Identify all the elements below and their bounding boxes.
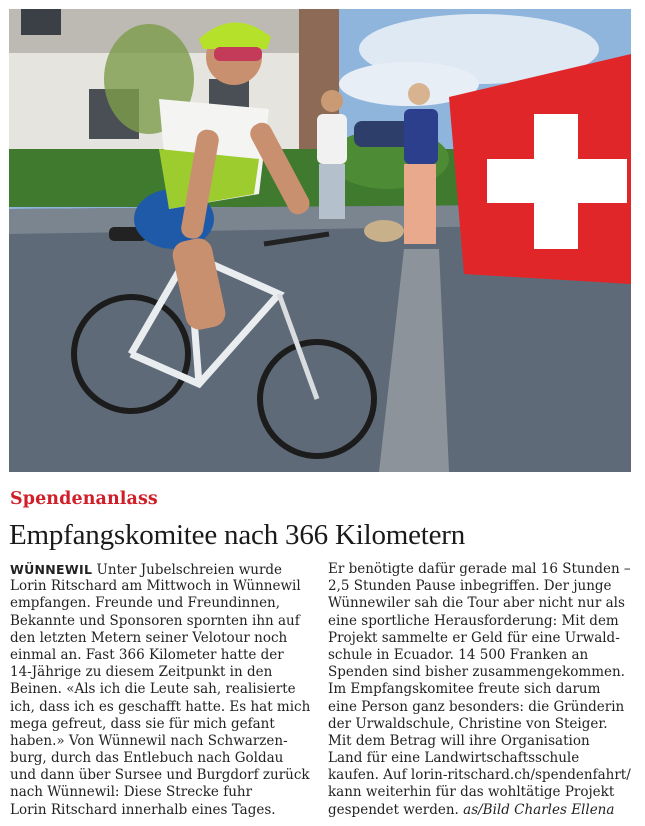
body-line: ich, dass ich es geschafft hatte. Es hat mich xyxy=(10,698,311,715)
body-line: den letzten Metern seiner Velotour noch xyxy=(10,629,288,646)
article-body-left-column xyxy=(10,561,310,819)
spectator-head xyxy=(408,83,430,105)
article-photo xyxy=(9,9,631,472)
body-line: und dann über Sursee und Burgdorf zurück xyxy=(10,767,310,784)
spectator-woman-2 xyxy=(404,109,438,164)
body-line: eine Person ganz besonders: die Gründerin xyxy=(328,698,625,715)
article-kicker: Spendenanlass xyxy=(10,489,158,509)
body-line: schule in Ecuador. 14 500 Franken an xyxy=(328,646,589,663)
article-body-right-column xyxy=(328,561,638,819)
body-line: 2,5 Stunden Pause inbegriffen. Der junge xyxy=(328,578,612,595)
body-line: mega gefreut, dass sie für mich gefant xyxy=(10,715,275,732)
body-line: Bekannte und Sponsoren spornten ihn auf xyxy=(10,612,300,629)
spectator-legs xyxy=(404,164,436,244)
article-headline: Empfangskomitee nach 366 Kilometern xyxy=(9,519,466,551)
body-line: nach Wünnewil: Diese Strecke fuhr xyxy=(10,784,253,801)
flag-cross xyxy=(487,159,627,203)
body-line: Beinen. «Als ich die Leute sah, realisierte xyxy=(10,681,296,698)
body-line: eine sportliche Herausforderung: Mit dem xyxy=(328,612,619,629)
dateline: WÜNNEWIL xyxy=(10,562,93,577)
spectator-legs xyxy=(319,164,345,219)
spectator-woman xyxy=(317,114,347,164)
body-line: Mit dem Betrag will ihre Organisation xyxy=(328,732,590,749)
body-line: der Urwaldschule, Christine von Steiger. xyxy=(328,715,608,732)
body-line: kaufen. Auf lorin-ritschard.ch/spendenfahrt/ xyxy=(328,767,631,784)
photo-credit: as/Bild Charles Ellena xyxy=(463,801,615,818)
body-line: Wünnewiler sah die Tour aber nicht nur als xyxy=(328,595,625,612)
body-line xyxy=(10,561,310,578)
body-line: einmal an. Fast 366 Kilometer hatte der xyxy=(10,646,284,663)
body-line: 14-Jährige zu diesem Zeitpunkt in den xyxy=(10,664,273,681)
body-line: Lorin Ritschard am Mittwoch in Wünnewil xyxy=(10,578,301,595)
body-line: kann weiterhin für das wohltätige Projekt xyxy=(328,784,615,801)
body-line: Er benötigte dafür gerade mal 16 Stunden – xyxy=(328,561,631,577)
body-text: Unter Jubelschreien wurde xyxy=(92,562,283,578)
body-line: empfangen. Freunde und Freundinnen, xyxy=(10,595,281,612)
body-line xyxy=(328,802,638,819)
body-line: Land für eine Landwirtschaftsschule xyxy=(328,750,580,767)
body-line: Projekt sammelte er Geld für eine Urwald- xyxy=(328,629,620,646)
photo-illustration xyxy=(9,9,631,472)
body-text: gespendet werden. xyxy=(328,801,464,818)
body-line: Lorin Ritschard innerhalb eines Tages. xyxy=(10,801,276,818)
body-line: Im Empfangskomitee freute sich darum xyxy=(328,681,601,698)
dog xyxy=(364,220,404,242)
spectator-head xyxy=(321,90,343,112)
body-line: Spenden sind bisher zusammengekommen. xyxy=(328,664,625,681)
window xyxy=(21,9,61,35)
body-line: burg, durch das Entlebuch nach Goldau xyxy=(10,750,284,767)
body-line: haben.» Von Wünnewil nach Schwarzen- xyxy=(10,732,288,749)
